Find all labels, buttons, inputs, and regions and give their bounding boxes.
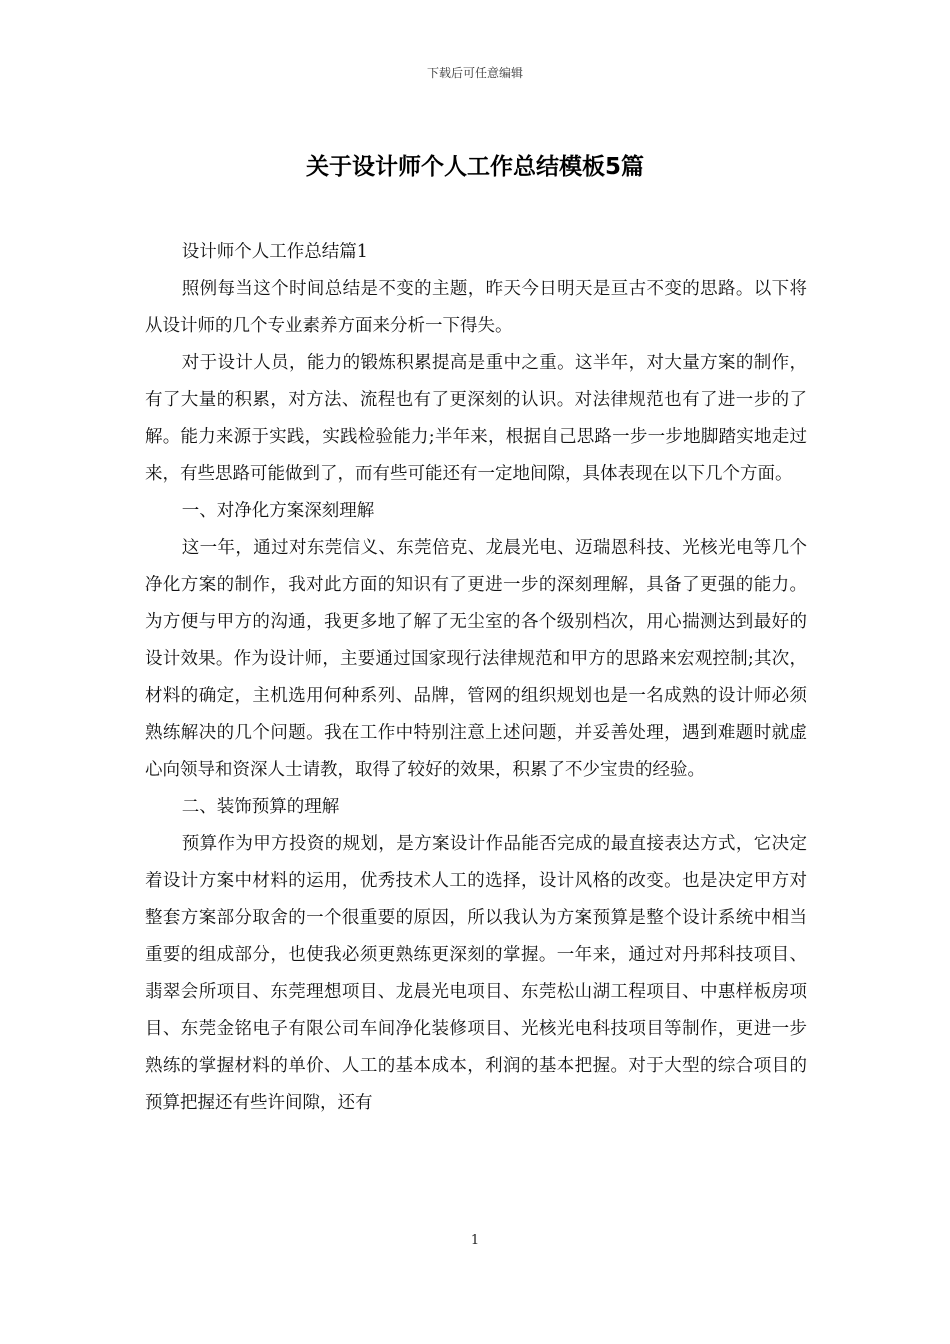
section-heading-1: 设计师个人工作总结篇1 [181,242,368,262]
paragraph: 预算作为甲方投资的规划，是方案设计作品能否完成的最直接表达方式，它决定着设计方案中材料的运用，优秀技术人工的选择，设计风格的改变。也是决定甲方对整套方案部分取舍的一个很重要的原因，所以我认为方案预算是整个设计系统中相当重要的组成部分，也使我必须更熟练更深刻的掌握。一年来，通过对丹邦科技项目、翡翠会所项目、东莞理想项目、龙晨光电项目、东莞松山湖工程项目、中惠样板房项目、东莞金铭电子有限公司车间净化装修项目、光核光电科技项目等制作，更进一步熟练的掌握材料的单价、人工的基本成本，利润的基本把握。对于大型的综合项目的预算把握还有些许间隙，还有 [145,834,807,1113]
page-number: 1 [470,1233,480,1248]
paragraph: 这一年，通过对东莞信义、东莞倍克、龙晨光电、迈瑞恩科技、光核光电等几个净化方案的制作，我对此方面的知识有了更进一步的深刻理解，具备了更强的能力。为方便与甲方的沟通，我更多地了解了无尘室的各个级别档次，用心揣测达到最好的设计效果。作为设计师，主要通过国家现行法律规范和甲方的思路来宏观控制;其次，材料的确定，主机选用何种系列、品牌，管网的组织规划也是一名成熟的设计师必须熟练解决的几个问题。我在工作中特别注意上述问题，并妥善处理，遇到难题时就虚心向领导和资深人士请教，取得了较好的效果，积累了不少宝贵的经验。 [145,538,807,780]
subheading-2: 二、装饰预算的理解 [181,797,340,817]
page-header: 下载后可任意编辑 [426,66,523,80]
document-title: 关于设计师个人工作总结模板5篇 [305,154,644,180]
subheading-1: 一、对净化方案深刻理解 [181,501,375,521]
paragraph: 对于设计人员，能力的锻炼积累提高是重中之重。这半年，对大量方案的制作，有了大量的积累，对方法、流程也有了更深刻的认识。对法律规范也有了进一步的了解。能力来源于实践，实践检验能力;半年来，根据自己思路一步一步地脚踏实地走过来，有些思路可能做到了，而有些可能还有一定地间隙，具体表现在以下几个方面。 [145,353,807,484]
paragraph: 照例每当这个时间总结是不变的主题，昨天今日明天是亘古不变的思路。以下将从设计师的几个专业素养方面来分析一下得失。 [145,279,807,336]
document-body [145,234,807,1122]
